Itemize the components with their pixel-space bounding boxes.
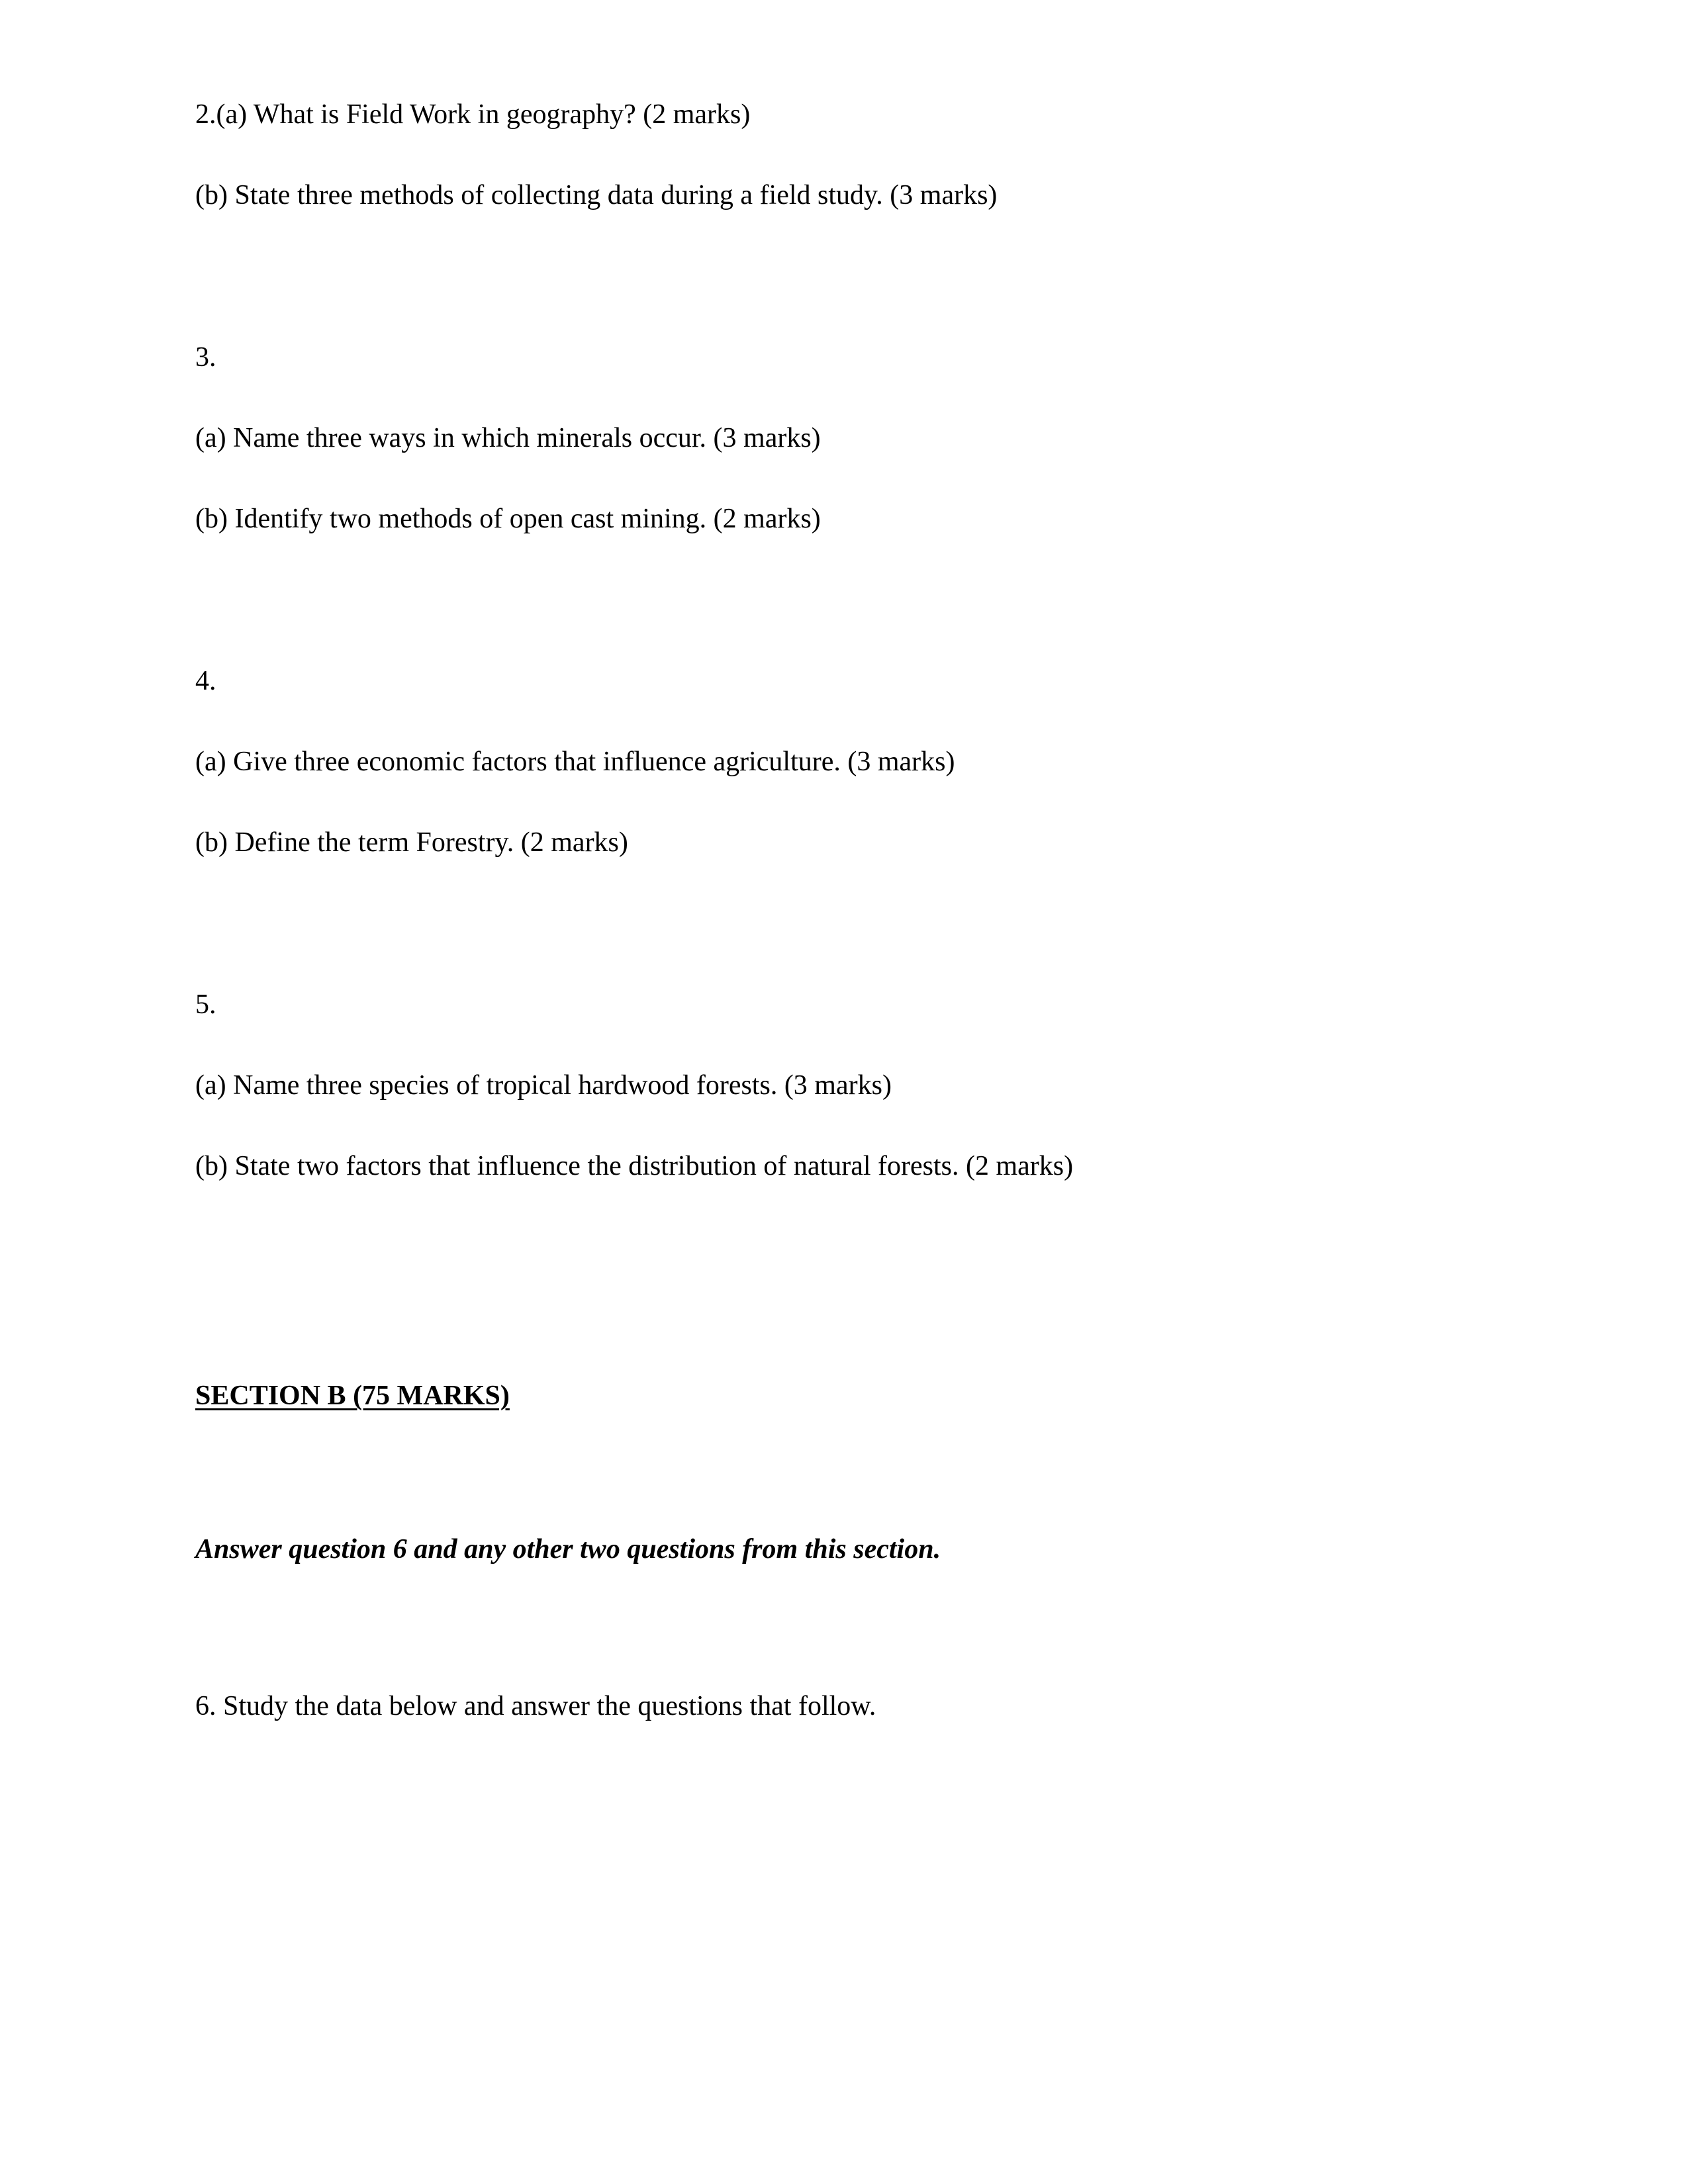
question-3b-text: (b) Identify two methods of open cast mining. (2 marks) — [195, 504, 821, 535]
question-5a-text: (a) Name three species of tropical hardwood forests. (3 marks) — [195, 1070, 892, 1101]
spacer — [195, 211, 1453, 342]
question-4a-text: (a) Give three economic factors that influence agriculture. (3 marks) — [195, 747, 955, 778]
spacer — [195, 1182, 1453, 1381]
spacer — [195, 697, 1453, 747]
page-content — [195, 99, 1453, 1722]
spacer — [195, 858, 1453, 989]
spacer — [195, 1101, 1453, 1151]
section-b-heading-row — [195, 1381, 1453, 1412]
question-4b-text: (b) Define the term Forestry. (2 marks) — [195, 827, 628, 858]
question-3a-text: (a) Name three ways in which minerals occur. (3 marks) — [195, 423, 821, 454]
question-4-block — [195, 666, 1453, 858]
spacer — [195, 1565, 1453, 1691]
spacer — [195, 535, 1453, 666]
question-2a-text: 2.(a) What is Field Work in geography? (2 marks) — [195, 99, 751, 130]
question-2-block — [195, 99, 1453, 211]
section-b-instruction: Answer question 6 and any other two questions from this section. — [195, 1534, 941, 1565]
question-3-number: 3. — [195, 342, 216, 373]
question-5b-text: (b) State two factors that influence the distribution of natural forests. (2 marks) — [195, 1151, 1074, 1182]
question-4-number: 4. — [195, 666, 216, 697]
spacer — [195, 454, 1453, 504]
question-5-block — [195, 989, 1453, 1182]
question-3-block — [195, 342, 1453, 535]
question-2b-text: (b) State three methods of collecting data during a field study. (3 marks) — [195, 180, 998, 211]
question-5-number: 5. — [195, 989, 216, 1021]
question-6-text: 6. Study the data below and answer the questions that follow. — [195, 1691, 876, 1722]
spacer — [195, 130, 1453, 180]
spacer — [195, 1412, 1453, 1534]
section-b-heading: SECTION B (75 MARKS) — [195, 1381, 510, 1412]
spacer — [195, 1021, 1453, 1070]
spacer — [195, 778, 1453, 827]
spacer — [195, 373, 1453, 423]
